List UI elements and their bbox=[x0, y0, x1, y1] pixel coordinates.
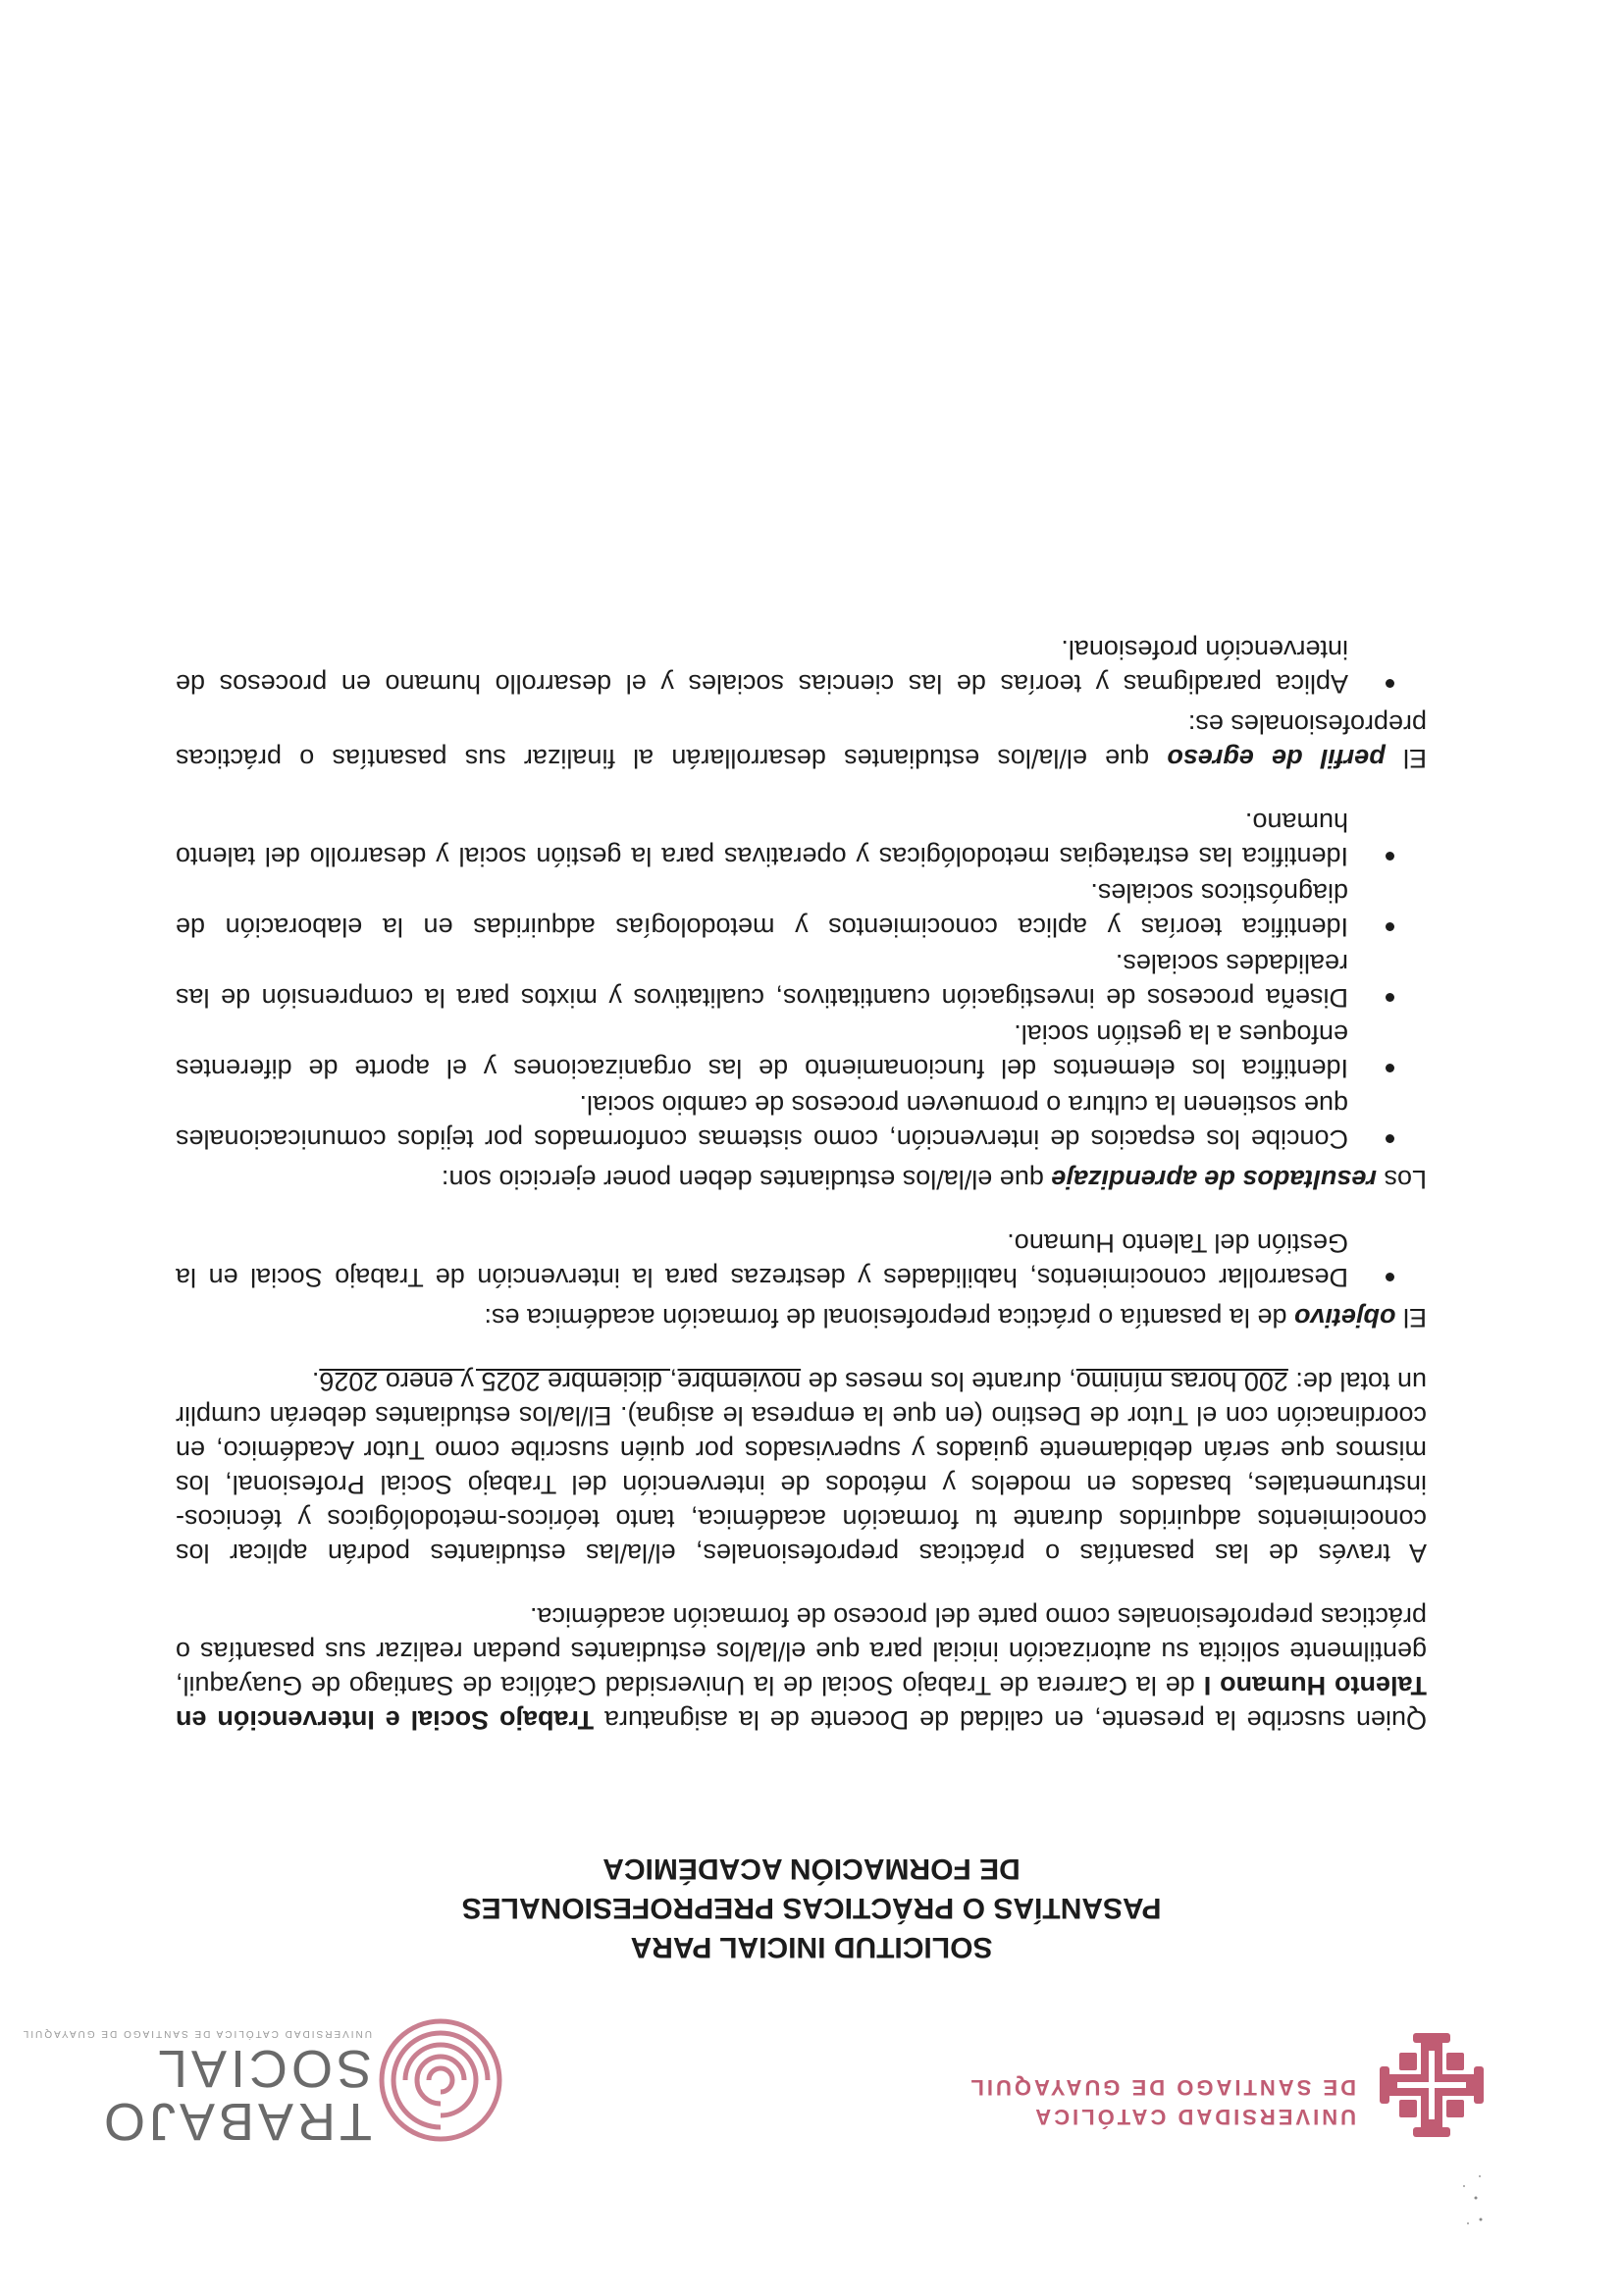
outcomes-after: que el/la/los estudiantes deben poner ejercicio son: bbox=[441, 1165, 1052, 1194]
profile-keyword: perfil de egreso bbox=[1167, 744, 1386, 773]
university-name-line-1: UNIVERSIDAD CATÓLICA bbox=[1032, 2105, 1356, 2129]
title-line-1: SOLICITUD INICIAL PARA bbox=[630, 1931, 993, 1963]
document-body bbox=[176, 602, 1427, 1737]
practice-text-before: A través de las pasantías o prácticas preprofesionales, el/la/las estudiantes podrán aplicar los conocimientos adquiridos durante tu formación académica, tanto teóricos-metodológicos y técnicos-instrumentales, basados en modelos y métodos de intervención del Trabajo Social Profesional, los mismos que serán debidamente guiados y supervisados por quién suscribe como Tutor Académico, en coordinación con el Tutor de Destino (en que la empresa le asigna). El/la/los estudiantes deberán cumplir un total de: bbox=[176, 1367, 1427, 1568]
title-line-3: DE FORMACIÓN ACADÉMICA bbox=[602, 1852, 1021, 1885]
trabajo-social-logo-line-1: TRABAJO bbox=[99, 2092, 372, 2151]
university-name-line-2: DE SANTIAGO DE GUAYAQUIL bbox=[968, 2075, 1356, 2100]
profile-after: que el/la/los estudiantes desarrollarán al finalizar sus pasantías o prácticas preprofesionales es: bbox=[176, 709, 1427, 773]
objective-heading bbox=[176, 1300, 1427, 1334]
practice-months: noviembre, diciembre 2025 y enero 2026 bbox=[319, 1367, 802, 1396]
profile-heading bbox=[176, 706, 1427, 775]
objective-after: de la pasantía o práctica preprofesional de formación académica es: bbox=[484, 1303, 1294, 1332]
profile-before: El bbox=[1385, 744, 1427, 773]
intro-subject: Trabajo Social e Intervención en Talento Humano I bbox=[176, 1671, 1427, 1735]
trabajo-social-logo-tagline: UNIVERSIDAD CATÓLICA DE SANTIAGO DE GUAYAQUIL bbox=[21, 2028, 372, 2039]
scan-specks bbox=[1456, 2168, 1486, 2227]
profile-list bbox=[176, 632, 1427, 701]
objective-before: El bbox=[1395, 1303, 1427, 1332]
hours-requirement: 200 horas mínimo bbox=[1075, 1367, 1288, 1396]
intro-text-after: de la Carrera de Trabajo Social de la Universidad Católica de Santiago de Guayaquil, gentilmente solicita su autorización inicial para que el/la/los estudiantes puedan realizar sus pasantías o prácticas preprofesionales como parte del proceso de formación académica. bbox=[176, 1602, 1427, 1700]
list-item: Concibe los espacios de intervención, como sistemas conformados por tejidos comunicacionales que sostienen la cultura o promueven procesos de cambio social. bbox=[176, 1087, 1348, 1156]
practice-paragraph bbox=[176, 1364, 1427, 1570]
list-item: Desarrollar conocimientos, habilidades y destrezas para la intervención de Trabajo Social en la Gestión del Talento Humano. bbox=[176, 1226, 1348, 1294]
list-item: Identifica teorías y aplica conocimientos y metodologías adquiridas en la elaboración de diagnósticos sociales. bbox=[176, 875, 1348, 944]
outcomes-heading bbox=[176, 1162, 1427, 1196]
university-name bbox=[807, 2072, 1356, 2131]
title-line-2: PASANTÍAS O PRÁCTICAS PREPROFESIONALES bbox=[461, 1892, 1162, 1924]
objective-list bbox=[176, 1226, 1427, 1294]
list-item: Identifica los elementos del funcionamiento de las organizaciones y el aporte de diferentes enfoques a la gestión social. bbox=[176, 1017, 1348, 1085]
list-item: Aplica paradigmas y teorías de las ciencias sociales y el desarrollo humano en procesos de intervención profesional. bbox=[176, 632, 1348, 701]
intro-text-before: Quien suscribe la presente, en calidad de Docente de la asignatura bbox=[594, 1705, 1427, 1735]
trabajo-social-logo-line-2: SOCIAL bbox=[153, 2039, 372, 2098]
outcomes-list bbox=[176, 805, 1427, 1156]
university-crest-icon bbox=[1378, 2031, 1486, 2139]
outcomes-keyword: resultados de aprendizaje bbox=[1051, 1165, 1377, 1194]
practice-text-middle: , durante los meses de bbox=[801, 1367, 1076, 1396]
list-item: Identifica las estrategias metodológicas y operativas para la gestión social y desarrollo del talento humano. bbox=[176, 805, 1348, 873]
page-title bbox=[294, 1849, 1329, 1966]
practice-text-end: . bbox=[311, 1367, 320, 1396]
intro-paragraph bbox=[176, 1599, 1427, 1737]
objective-keyword: objetivo bbox=[1293, 1303, 1396, 1332]
list-item: Diseña procesos de investigación cuantitativos, cualitativos y mixtos para la comprensión de las realidades sociales. bbox=[176, 946, 1348, 1015]
outcomes-before: Los bbox=[1376, 1165, 1427, 1194]
